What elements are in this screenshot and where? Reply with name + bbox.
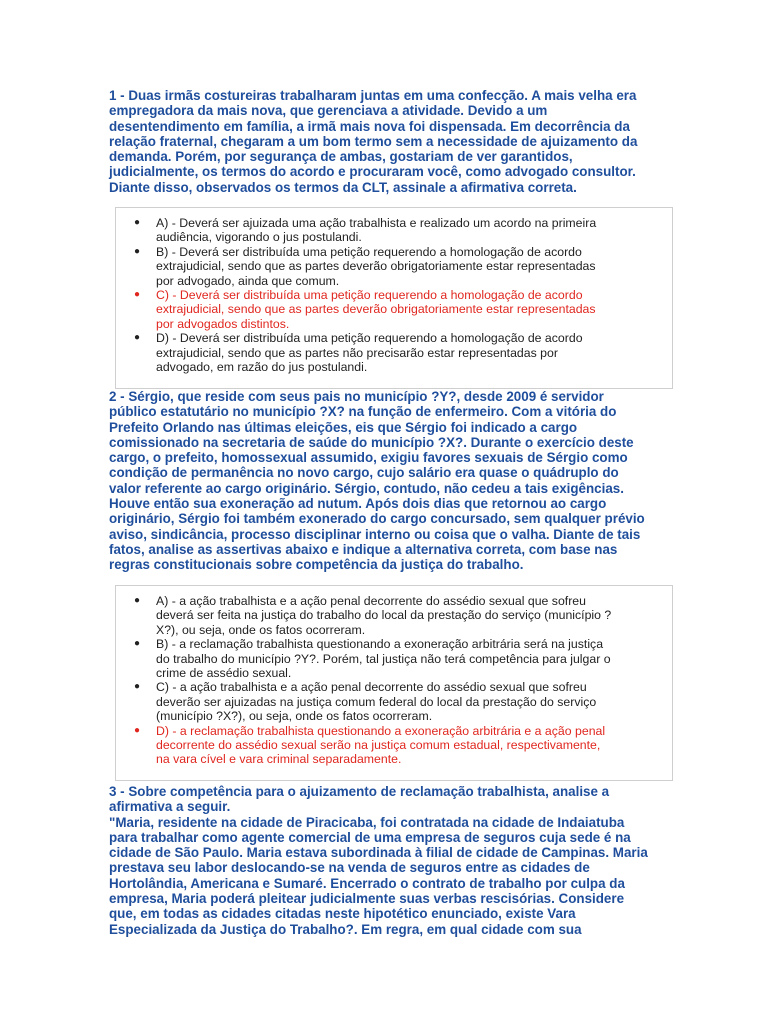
bullet-icon: ● — [134, 595, 141, 606]
question-1-text: 1 - Duas irmãs costureiras trabalharam juntas em uma confecção. A mais velha era empregadora da mais nova, que gerenciava a atividade. Devido a um desentendimento em família, a irmã mais nova foi dispensada. Em decorrência da relação fraternal, chegaram a um bom termo sem a necessidade de ajuizamento da demanda. Porém, por segurança de ambas, gostariam de ver garantidos, judicialmente, os termos do acordo e procuraram você, como advogado consultor. Diante disso, observados os termos da CLT, assinale a afirmativa correta. — [109, 88, 638, 195]
bullet-icon: ● — [134, 638, 141, 650]
bullet-icon: ● — [134, 217, 141, 228]
bullet-icon: ● — [134, 724, 141, 736]
bullet-icon: ● — [134, 332, 141, 344]
option-b[interactable]: ● B) - a reclamação trabalhista questionando a exoneração arbitrária será na justiça do trabalho do município ?Y?. Porém, tal justiça não terá competência para julgar o crime de assédio sexual. — [134, 637, 611, 681]
question-2-options — [115, 585, 673, 781]
option-d-correct[interactable]: ● D) - a reclamação trabalhista questionando a exoneração arbitrária e a ação penal decorrente do assédio sexual serão na justiça comum estadual, respectivamente, na vara cível e vara criminal separadamente. — [134, 723, 606, 767]
option-a[interactable]: ● A) - a ação trabalhista e a ação penal decorrente do assédio sexual que sofreu deverá ser feita na justiça do trabalho do local da prestação do serviço (município ? X?), ou seja, onde os fatos ocorreram. — [134, 594, 612, 637]
bullet-icon: ● — [134, 245, 141, 257]
question-2-text: 2 - Sérgio, que reside com seus pais no município ?Y?, desde 2009 é servidor público estatutário no município ?X? na função de enfermeiro. Com a vitória do Prefeito Orlando nas últimas eleições, eis que Sérgio foi indicado a cargo comissionado na secretaria de saúde do município ?X?. Durante o exercício deste cargo, o prefeito, homossexual assumido, exigiu favores sexuais de Sérgio como condição de permanência no novo cargo, cujo salário era quase o quádruplo do valor referente ao cargo originário. Sérgio, contudo, não cedeu a tais exigências. Houve então sua exoneração ad nutum. Após dois dias que retornou ao cargo originário, Sérgio foi também exonerado do cargo concursado, sem qualquer prévio aviso, sindicância, processo disciplinar interno ou coisa que o valha. Diante de tais fatos, analise as assertivas abaixo e indique a alternativa correta, com base nas regras constitucionais sobre competência da justiça do trabalho. — [109, 389, 645, 573]
question-1-options — [115, 207, 673, 389]
bullet-icon: ● — [134, 289, 141, 301]
option-c-correct[interactable]: ● C) - Deverá ser distribuída uma petição requerendo a homologação de acordo extrajudicial, sendo que as partes deverão obrigatoriamente estar representadas por advogados distintos. — [134, 288, 596, 331]
bullet-icon: ● — [134, 681, 141, 693]
question-3-text: 3 - Sobre competência para o ajuizamento de reclamação trabalhista, analise a afirmativa a seguir. "Maria, residente na cidade de Piracicaba, foi contratada na cidade de Indaiatuba para trabalhar como agente comercial de uma empresa de seguros cuja sede é na cidade de São Paulo. Maria estava subordinada à filial de cidade de Campinas. Maria prestava seu labor deslocando-se na venda de seguros entre as cidades de Hortolândia, Americana e Sumaré. Encerrado o contrato de trabalho por culpa da empresa, Maria poderá pleitear judicialmente suas verbas rescisórias. Considere que, em todas as cidades citadas neste hipotético enunciado, existe Vara Especializada da Justiça do Trabalho?. Em regra, em qual cidade com sua — [109, 784, 648, 937]
option-d[interactable]: ● D) - Deverá ser distribuída uma petição requerendo a homologação de acordo extrajudicial, sendo que as partes não precisarão estar representadas por advogado, em razão do jus postulandi. — [134, 331, 583, 375]
option-a[interactable]: ● A) - Deverá ser ajuizada uma ação trabalhista e realizado um acordo na primeira audiência, vigorando o jus postulandi. — [134, 216, 597, 245]
option-c[interactable]: ● C) - a ação trabalhista e a ação penal decorrente do assédio sexual que sofreu deverão ser ajuizadas na justiça comum federal do local da prestação do serviço (município ?X?), ou seja, onde os fatos ocorreram. — [134, 680, 597, 724]
option-b[interactable]: ● B) - Deverá ser distribuída uma petição requerendo a homologação de acordo extrajudicial, sendo que as partes deverão obrigatoriamente estar representadas por advogado, ainda que comum. — [134, 244, 596, 288]
